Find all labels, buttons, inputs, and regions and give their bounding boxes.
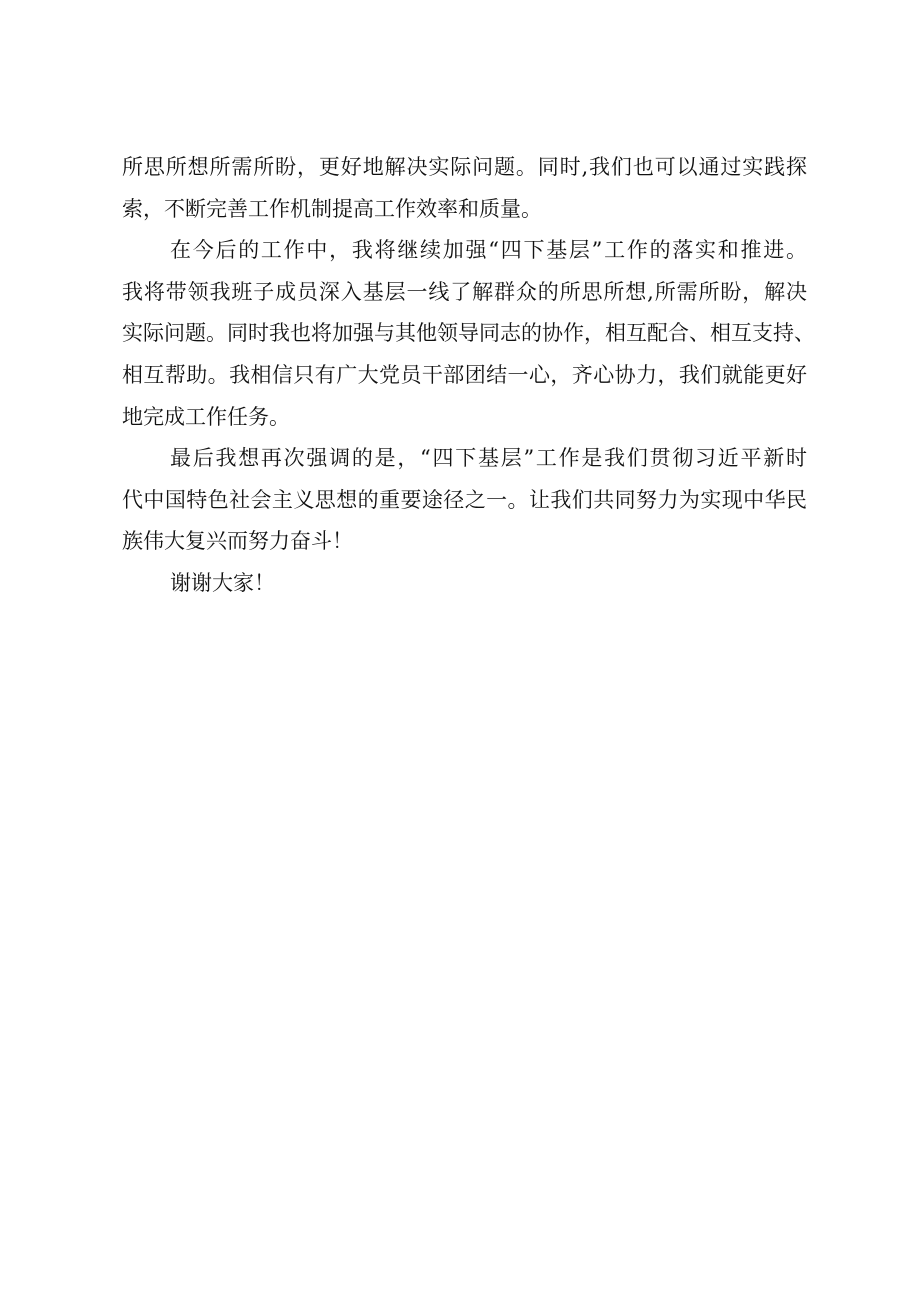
text-line: 我将带领我班子成员深入基层一线了解群众的所思所想,所需所盼，解决 — [122, 279, 807, 304]
paragraph-3 — [122, 438, 807, 563]
text-line: 索，不断完善工作机制提高工作效率和质量。 — [122, 196, 542, 221]
paragraph-4 — [122, 563, 807, 605]
text-line: 在今后的工作中，我将继续加强“四下基层”工作的落实和推进。 — [170, 238, 807, 263]
paragraph-1 — [122, 147, 807, 230]
text-line: 相互帮助。我相信只有广大党员干部团结一心，齐心协力，我们就能更好 — [122, 362, 807, 387]
paragraph-2 — [122, 230, 815, 438]
document-body — [122, 147, 815, 605]
text-line: 地完成工作任务。 — [122, 404, 290, 429]
text-line: 所思所想所需所盼，更好地解决实际问题。同时,我们也可以通过实践探 — [122, 155, 807, 179]
text-line: 实际问题。同时我也将加强与其他领导同志的协作，相互配合、相互支持、 — [122, 321, 815, 346]
text-line: 谢谢大家！ — [170, 570, 275, 595]
text-line: 最后我想再次强调的是，“四下基层”工作是我们贯彻习近平新时 — [170, 446, 807, 471]
text-line: 族伟大复兴而努力奋斗！ — [122, 529, 353, 554]
text-line: 代中国特色社会主义思想的重要途径之一。让我们共同努力为实现中华民 — [122, 487, 807, 512]
